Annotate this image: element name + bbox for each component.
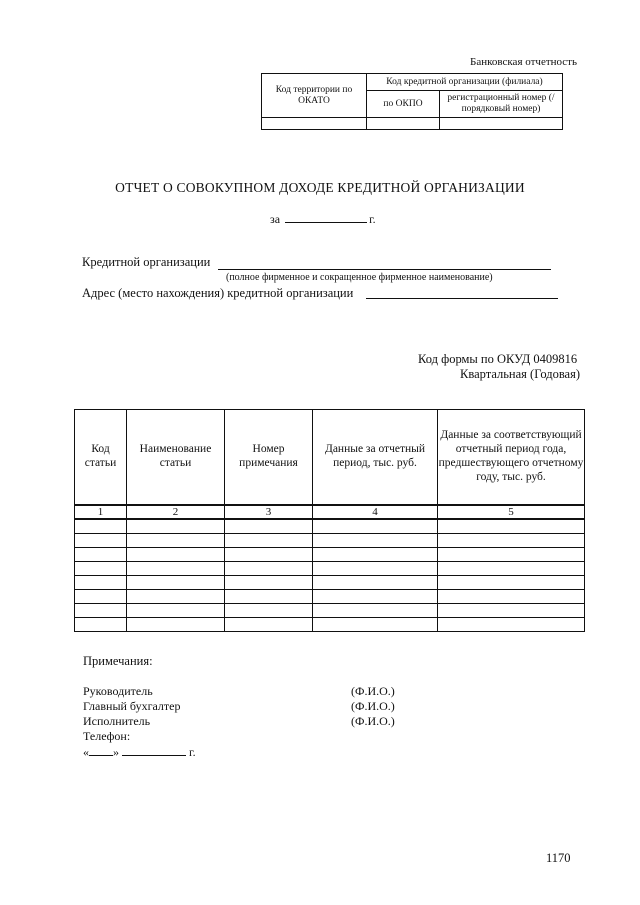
address-label: Адрес (место нахождения) кредитной организации — [82, 286, 354, 300]
chief-accountant-label: Главный бухгалтер — [83, 699, 181, 713]
phone-label: Телефон: — [83, 729, 131, 743]
header-previous-period: Данные за соответствующий отчетный период года, предшествующего отчетному году, тыс. руб. — [438, 410, 585, 505]
table-row — [75, 603, 585, 617]
head-label: Руководитель — [83, 684, 153, 698]
head-fio: (Ф.И.О.) — [351, 684, 395, 698]
table-row — [75, 547, 585, 561]
report-period — [270, 211, 376, 227]
period-suffix: г. — [369, 212, 376, 226]
month-year-blank — [122, 745, 186, 756]
form-code: Код формы по ОКУД 0409816 — [418, 352, 578, 366]
credit-org-hint: (полное фирменное и сокращенное фирменное наименование) — [226, 272, 493, 283]
income-table — [74, 409, 585, 632]
table-row — [75, 561, 585, 575]
territory-code-header: Код территории по ОКАТО — [262, 74, 367, 118]
header-item-name: Наименование статьи — [127, 410, 225, 505]
column-number: 1 — [75, 505, 127, 519]
table-row — [75, 519, 585, 534]
column-number: 5 — [438, 505, 585, 519]
executor-fio: (Ф.И.О.) — [351, 714, 395, 728]
table-row — [75, 533, 585, 547]
periodicity: Квартальная (Годовая) — [460, 367, 581, 381]
chief-accountant-fio: (Ф.И.О.) — [351, 699, 395, 713]
signature-date: « » г. — [83, 745, 196, 759]
period-blank — [285, 211, 367, 223]
header-item-code: Код статьи — [75, 410, 127, 505]
table-row — [75, 589, 585, 603]
day-blank — [89, 745, 113, 756]
reg-number-header: регистрационный номер (/порядковый номер) — [440, 91, 563, 118]
column-number: 4 — [313, 505, 438, 519]
table-row — [75, 575, 585, 589]
reg-number-cell — [440, 118, 563, 130]
page-number: 1170 — [546, 851, 571, 865]
reporting-type-label: Банковская отчетность — [470, 56, 578, 68]
column-number: 2 — [127, 505, 225, 519]
period-prefix: за — [270, 212, 281, 226]
territory-code-cell — [262, 118, 367, 130]
header-note-number: Номер примечания — [225, 410, 313, 505]
column-number: 3 — [225, 505, 313, 519]
okpo-cell — [367, 118, 440, 130]
codes-table — [261, 73, 563, 130]
credit-org-label: Кредитной организации — [82, 255, 211, 269]
executor-label: Исполнитель — [83, 714, 151, 728]
address-blank — [366, 298, 558, 299]
okpo-header: по ОКПО — [367, 91, 440, 118]
credit-org-blank — [218, 269, 551, 270]
header-current-period: Данные за отчетный период, тыс. руб. — [313, 410, 438, 505]
report-title: ОТЧЕТ О СОВОКУПНОМ ДОХОДЕ КРЕДИТНОЙ ОРГАНИЗАЦИИ — [115, 180, 525, 195]
table-row — [75, 617, 585, 631]
notes-label: Примечания: — [83, 654, 153, 668]
credit-org-code-header: Код кредитной организации (филиала) — [367, 74, 563, 91]
